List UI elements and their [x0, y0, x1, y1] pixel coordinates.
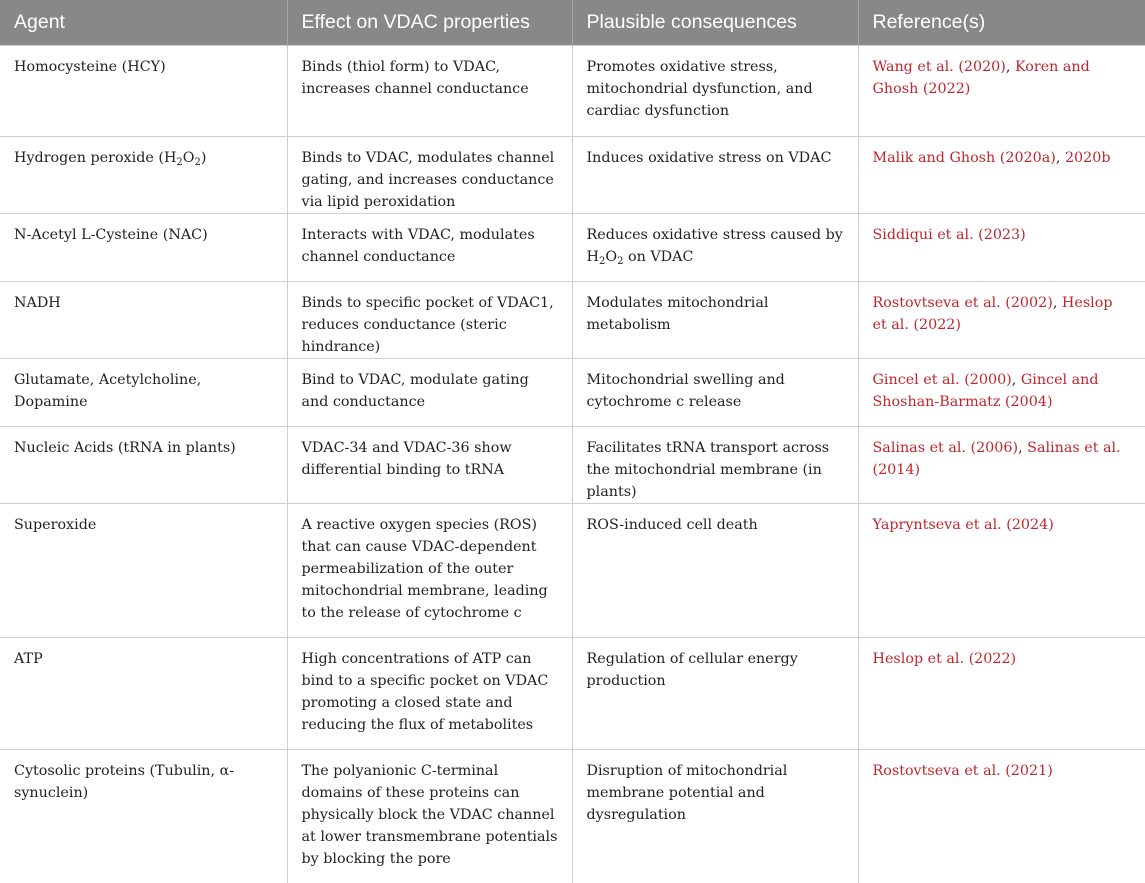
cell-references: Malik and Ghosh (2020a), 2020b	[858, 137, 1145, 214]
cell-references: Rostovtseva et al. (2002), Heslop et al. (2022)	[858, 282, 1145, 359]
cell-references: Wang et al. (2020), Koren and Ghosh (2022)	[858, 46, 1145, 137]
reference-link[interactable]: Malik and Ghosh (2020a)	[873, 150, 1056, 166]
cell-agent: Nucleic Acids (tRNA in plants)	[0, 427, 287, 504]
reference-link[interactable]: Yapryntseva et al. (2024)	[873, 517, 1054, 533]
cell-effect: Binds to VDAC, modulates channel gating, and increases conductance via lipid peroxidation	[287, 137, 572, 214]
reference-link[interactable]: 2020b	[1065, 150, 1111, 166]
cell-agent: Superoxide	[0, 504, 287, 638]
reference-link[interactable]: Salinas et al. (2014)	[873, 440, 1121, 478]
cell-consequence: Modulates mitochondrial metabolism	[572, 282, 858, 359]
table-row	[0, 427, 1145, 504]
cell-references	[858, 504, 1145, 638]
cell-effect: Binds to specific pocket of VDAC1, reduces conductance (steric hindrance)	[287, 282, 572, 359]
table-row	[0, 359, 1145, 427]
cell-effect: Bind to VDAC, modulate gating and conductance	[287, 359, 572, 427]
cell-consequence: Promotes oxidative stress, mitochondrial dysfunction, and cardiac dysfunction	[572, 46, 858, 137]
cell-agent: ATP	[0, 638, 287, 750]
cell-references	[858, 750, 1145, 883]
cell-references: Gincel et al. (2000), Gincel and Shoshan-Barmatz (2004)	[858, 359, 1145, 427]
cell-consequence: ROS-induced cell death	[572, 504, 858, 638]
reference-link[interactable]: Rostovtseva et al. (2021)	[873, 763, 1053, 779]
table-row	[0, 750, 1145, 883]
reference-link[interactable]: Siddiqui et al. (2023)	[873, 227, 1026, 243]
table-row	[0, 282, 1145, 359]
cell-effect: A reactive oxygen species (ROS) that can cause VDAC-dependent permeabilization of the outer mitochondrial membrane, leading to the release of cytochrome c	[287, 504, 572, 638]
reference-link[interactable]: Koren and Ghosh (2022)	[873, 59, 1090, 97]
cell-references	[858, 638, 1145, 750]
reference-link[interactable]: Heslop et al. (2022)	[873, 651, 1017, 667]
cell-references: Salinas et al. (2006), Salinas et al. (2014)	[858, 427, 1145, 504]
reference-link[interactable]: Gincel et al. (2000)	[873, 372, 1012, 388]
reference-link[interactable]: Heslop et al. (2022)	[873, 295, 1113, 333]
cell-agent: Glutamate, Acetylcholine, Dopamine	[0, 359, 287, 427]
table-row	[0, 504, 1145, 638]
cell-agent: Homocysteine (HCY)	[0, 46, 287, 137]
reference-link[interactable]: Gincel and Shoshan-Barmatz (2004)	[873, 372, 1099, 410]
cell-consequence: Induces oxidative stress on VDAC	[572, 137, 858, 214]
cell-consequence: Regulation of cellular energy production	[572, 638, 858, 750]
table-header	[0, 0, 1145, 46]
cell-consequence: Disruption of mitochondrial membrane potential and dysregulation	[572, 750, 858, 883]
cell-consequence: Facilitates tRNA transport across the mitochondrial membrane (in plants)	[572, 427, 858, 504]
reference-link[interactable]: Rostovtseva et al. (2002)	[873, 295, 1053, 311]
table-row	[0, 137, 1145, 214]
header-consequences: Plausible consequences	[572, 0, 858, 46]
header-agent: Agent	[0, 0, 287, 46]
header-references: Reference(s)	[858, 0, 1145, 46]
cell-consequence: Mitochondrial swelling and cytochrome c release	[572, 359, 858, 427]
cell-references	[858, 214, 1145, 282]
cell-effect: VDAC-34 and VDAC-36 show differential binding to tRNA	[287, 427, 572, 504]
table-body	[0, 46, 1145, 883]
cell-effect: Interacts with VDAC, modulates channel conductance	[287, 214, 572, 282]
cell-agent: NADH	[0, 282, 287, 359]
table-row	[0, 46, 1145, 137]
cell-agent: Cytosolic proteins (Tubulin, α-synuclein)	[0, 750, 287, 883]
table-row	[0, 638, 1145, 750]
table-row	[0, 214, 1145, 282]
cell-effect: Binds (thiol form) to VDAC, increases channel conductance	[287, 46, 572, 137]
cell-agent: Hydrogen peroxide $(H_2O_2)$	[0, 137, 287, 214]
cell-effect: High concentrations of ATP can bind to a specific pocket on VDAC promoting a closed state and reducing the flux of metabolites	[287, 638, 572, 750]
cell-agent: N-Acetyl L-Cysteine (NAC)	[0, 214, 287, 282]
header-row	[0, 0, 1145, 46]
header-effect: Effect on VDAC properties	[287, 0, 572, 46]
cell-effect: The polyanionic C-terminal domains of these proteins can physically block the VDAC channel at lower transmembrane potentials by blocking the pore	[287, 750, 572, 883]
cell-consequence: Reduces oxidative stress caused by $H_2O_2$ on VDAC	[572, 214, 858, 282]
reference-link[interactable]: Salinas et al. (2006)	[873, 440, 1019, 456]
reference-link[interactable]: Wang et al. (2020)	[873, 59, 1006, 75]
